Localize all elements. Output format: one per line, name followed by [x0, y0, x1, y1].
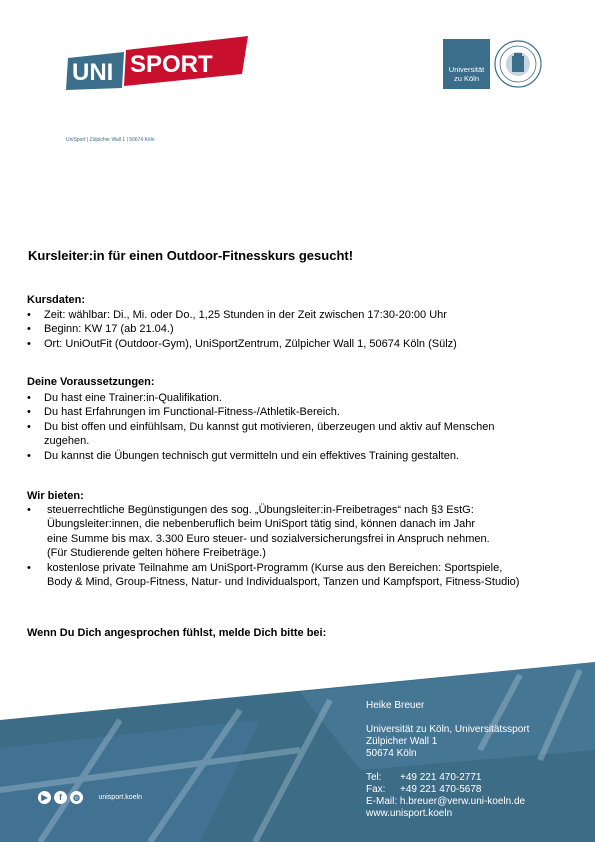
voraussetzungen-heading: Deine Voraussetzungen: — [27, 376, 155, 388]
social-bar — [38, 789, 142, 803]
list-item: • Du hast Erfahrungen im Functional-Fitness-/Athletik-Bereich. — [27, 405, 507, 419]
tel-label: Tel: — [366, 772, 382, 783]
youtube-icon[interactable]: ▶ — [38, 791, 51, 804]
kursdaten-list — [27, 308, 567, 351]
contact-block — [366, 700, 529, 820]
university-logo-line2: zu Köln — [453, 74, 480, 83]
list-item — [27, 503, 587, 561]
bieten-line: eine Summe bis max. 3.300 Euro steuer- und sozialversicherungsfrei in Anspruch nehmen. — [47, 532, 490, 545]
kursdaten-heading: Kursdaten: — [27, 294, 86, 306]
list-item: • Du bist offen und einfühlsam, Du kannst gut motivieren, überzeugen und aktiv auf Menschen zugehen. — [27, 420, 507, 449]
voraussetzungen-list — [27, 391, 507, 463]
svg-text:SPORT: SPORT — [130, 51, 213, 78]
sender-address: UniSport | Zülpicher Wall 1 | 50674 Köln — [66, 137, 155, 143]
contact-city: 50674 Köln — [366, 748, 417, 759]
contact-org: Universität zu Köln, Universitätssport — [366, 724, 530, 735]
contact-fax — [366, 784, 529, 796]
contact-street: Zülpicher Wall 1 — [366, 736, 438, 747]
list-item: • Du hast eine Trainer:in-Qualifikation. — [27, 391, 507, 405]
facebook-icon[interactable]: f — [54, 791, 67, 804]
fax-value: +49 221 470-5678 — [400, 784, 482, 795]
list-item: • Ort: UniOutFit (Outdoor-Gym), UniSportZentrum, Zülpicher Wall 1, 50674 Köln (Sülz) — [27, 337, 567, 351]
bieten-line: Body & Mind, Group-Fitness, Natur- und Individualsport, Tanzen und Kampfsport, Fitness-Studio) — [47, 576, 520, 589]
list-item: • Beginn: KW 17 (ab 21.04.) — [27, 322, 567, 336]
tel-value[interactable]: +49 221 470-2771 — [400, 772, 482, 783]
svg-text:UNI: UNI — [72, 59, 114, 86]
list-item: • Zeit: wählbar: Di., Mi. oder Do., 1,25 Stunden in der Zeit zwischen 17:30-20:00 Uhr — [27, 308, 567, 322]
contact-cta: Wenn Du Dich angesprochen fühlst, melde Dich bitte bei: — [27, 627, 327, 639]
bieten-line: • kostenlose private Teilnahme am UniSport-Programm (Kurse aus den Bereichen: Sportspiele, — [47, 561, 503, 574]
contact-web[interactable]: www.unisport.koeln — [366, 808, 453, 819]
bieten-list — [27, 503, 587, 589]
page-title: Kursleiter:in für einen Outdoor-Fitnesskurs gesucht! — [28, 248, 354, 263]
contact-name: Heike Breuer — [366, 700, 425, 711]
bieten-line: (Für Studierende gelten höhere Freibeträge.) — [47, 547, 266, 560]
unisport-logo — [66, 36, 251, 92]
university-seal-icon — [493, 39, 543, 89]
university-logo — [443, 39, 490, 89]
bieten-line: • steuerrechtliche Begünstigungen des sog. „Übungsleiter:in-Freibetrages“ nach §3 EstG: — [47, 504, 474, 516]
contact-email[interactable]: E-Mail: h.breuer@verw.uni-koeln.de — [366, 796, 526, 807]
list-item: • Du kannst die Übungen technisch gut vermitteln und ein effektives Training gestalten. — [27, 449, 507, 463]
bieten-line: Übungsleiter:innen, die nebenberuflich beim UniSport tätig sind, können danach im Jahr — [47, 518, 476, 531]
web-icon[interactable]: ◍ — [70, 791, 83, 804]
fax-label: Fax: — [366, 784, 386, 795]
list-item — [27, 561, 587, 590]
social-handle: unisport.koeln — [98, 794, 143, 802]
university-logo-line1: Universität — [448, 65, 485, 74]
bieten-heading: Wir bieten: — [27, 490, 84, 502]
contact-tel — [366, 772, 529, 784]
